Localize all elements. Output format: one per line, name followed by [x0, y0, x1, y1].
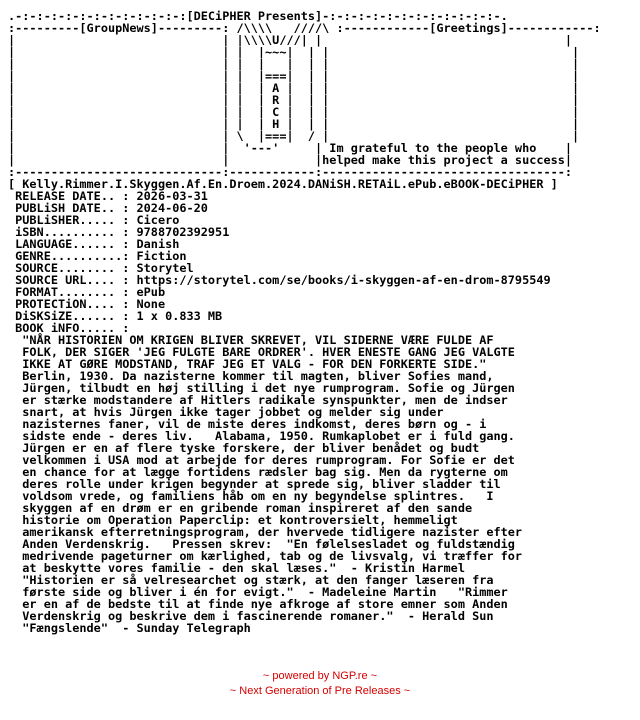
nfo-line: medrivende pageturner om kærlighed, tab og de livsvalg, vi træffer for — [8, 549, 523, 563]
nfo-line: | | |\\\\U///| | | — [8, 33, 573, 47]
nfo-line: "NÅR HISTORIEN OM KRIGEN BLIVER SKREVET, VIL SIDERNE VÆRE FULDE AF — [8, 333, 494, 347]
powered-by-link[interactable]: ~ powered by NGP.re ~ — [262, 670, 378, 682]
nfo-line: er en af de bedste til at finde nye afkroge af store emner som Anden — [8, 597, 508, 611]
nfo-line: BOOK iNFO..... : — [8, 321, 130, 335]
nfo-line: | | | | H | | | | — [8, 117, 580, 131]
nfo-line: sidste ende - deres liv. Alabama, 1950. Rumkaplobet er i fuld gang. — [8, 429, 515, 443]
nfo-line: at beskytte vores familie - den skal læses." - Kristin Harmel — [8, 561, 465, 575]
nfo-line: | | | |===| | | | — [8, 69, 580, 83]
nfo-line: | | | |~~~| | | | — [8, 45, 580, 59]
nfo-line: iSBN.......... : 9788702392951 — [8, 225, 230, 239]
nfo-line: nazisternes faner, vil de miste deres indkomst, deres børn og - i — [8, 417, 487, 431]
nfo-line: Jürgen er en af flere tyske forskere, der bliver benådet og budt — [8, 441, 480, 455]
nfo-line: skyggen af en drøm er en gribende roman inspireret af den sande — [8, 501, 473, 515]
nfo-line: FORMAT........ : ePub — [8, 285, 166, 299]
nfo-line: historie om Operation Paperclip: et kontroversielt, hemmeligt — [8, 513, 458, 527]
nfo-line: en chance for at lægge fortidens rædsler bag sig. Men da rygterne om — [8, 465, 508, 479]
nfo-line: :---------[GroupNews]---------: /\\\\ ////\ :------------[Greetings]------------: — [8, 21, 601, 35]
nfo-text — [8, 10, 636, 634]
nfo-line: .-:-:-:-:-:-:-:-:-:-:-:-:[DECiPHER Presents]-:-:-:-:-:-:-:-:-:-:-:-:-. — [8, 9, 508, 23]
nfo-line: IKKE AT GØRE MODSTAND, TRAF JEG ET VALG - FOR DEN FORKERTE SIDE." — [8, 357, 487, 371]
nfo-line: Verdenskrig og beskrive dem i fascinerende romaner." - Herald Sun — [8, 609, 494, 623]
nfo-line: Berlin, 1930. Da nazisterne kommer til magten, bliver Sofies mand, — [8, 369, 494, 383]
footer — [0, 669, 640, 699]
nfo-line: "Historien er så velresearchet og stærk, at den fanger læseren fra — [8, 573, 494, 587]
nfo-line: | | | | R | | | | — [8, 93, 580, 107]
nfo-line: SOURCE........ : Storytel — [8, 261, 194, 275]
nfo-line: "Fængslende" - Sunday Telegraph — [8, 621, 251, 635]
nfo-line: PUBLiSH DATE.. : 2024-06-20 — [8, 201, 208, 215]
nfo-line: Jürgen, tilbudt en høj stilling i det nye rumprogram. Sofie og Jürgen — [8, 381, 515, 395]
nfo-line: | | | | A | | | | — [8, 81, 580, 95]
nfo-line: [ Kelly.Rimmer.I.Skyggen.Af.En.Droem.2024.DANiSH.RETAiL.ePub.eBOOK-DECiPHER ] — [8, 177, 558, 191]
nfo-line: | | '---' | Im grateful to the people who | — [8, 141, 573, 155]
nfo-line: deres rolle under krigen begynder at sprede sig, bliver sladder til — [8, 477, 501, 491]
nfo-line: GENRE..........: Fiction — [8, 249, 187, 263]
nfo-line: PUBLiSHER..... : Cicero — [8, 213, 180, 227]
nfo-line: snart, at hvis Jürgen ikke tager jobbet og melder sig under — [8, 405, 444, 419]
nfo-line: voldsom vrede, og familiens håb om en ny begyndelse splintres. I — [8, 489, 494, 503]
nfo-line: Anden Verdenskrig. Pressen skrev: "En følelsesladet og fuldstændig — [8, 537, 515, 551]
nfo-line: :-----------------------------:------------:----------------------------------: — [8, 165, 573, 179]
nfo-line: amerikansk efterretningsprogram, der hvervede tidligere nazister efter — [8, 525, 523, 539]
nfo-line: | | | | C | | | | — [8, 105, 580, 119]
nfo-line: | | \ |===| / | | — [8, 129, 580, 143]
nfo-line: | | | | | | | | — [8, 57, 580, 71]
nfo-line: RELEASE DATE.. : 2026-03-31 — [8, 189, 208, 203]
nfo-line: DiSKSiZE...... : 1 x 0.833 MB — [8, 309, 223, 323]
nfo-line: første side og bliver i én for evigt." - Madeleine Martin "Rimmer — [8, 585, 508, 599]
nfo-line: LANGUAGE...... : Danish — [8, 237, 180, 251]
footer-tagline: ~ Next Generation of Pre Releases ~ — [229, 685, 411, 697]
nfo-line: er stærke modstandere af Hitlers radikale synspunkter, men de indser — [8, 393, 508, 407]
nfo-line: SOURCE URL.... : https://storytel.com/se/books/i-skyggen-af-en-drom-8795549 — [8, 273, 551, 287]
nfo-line: | | |helped make this project a success| — [8, 153, 573, 167]
nfo-line: PROTECTiON.... : None — [8, 297, 166, 311]
nfo-line: FOLK, DER SIGER 'JEG FULGTE BARE ORDRER'. HVER ENESTE GANG JEG VALGTE — [8, 345, 515, 359]
nfo-line: velkommen i USA mod at arbejde for deres rumprogram. For Sofie er det — [8, 453, 515, 467]
